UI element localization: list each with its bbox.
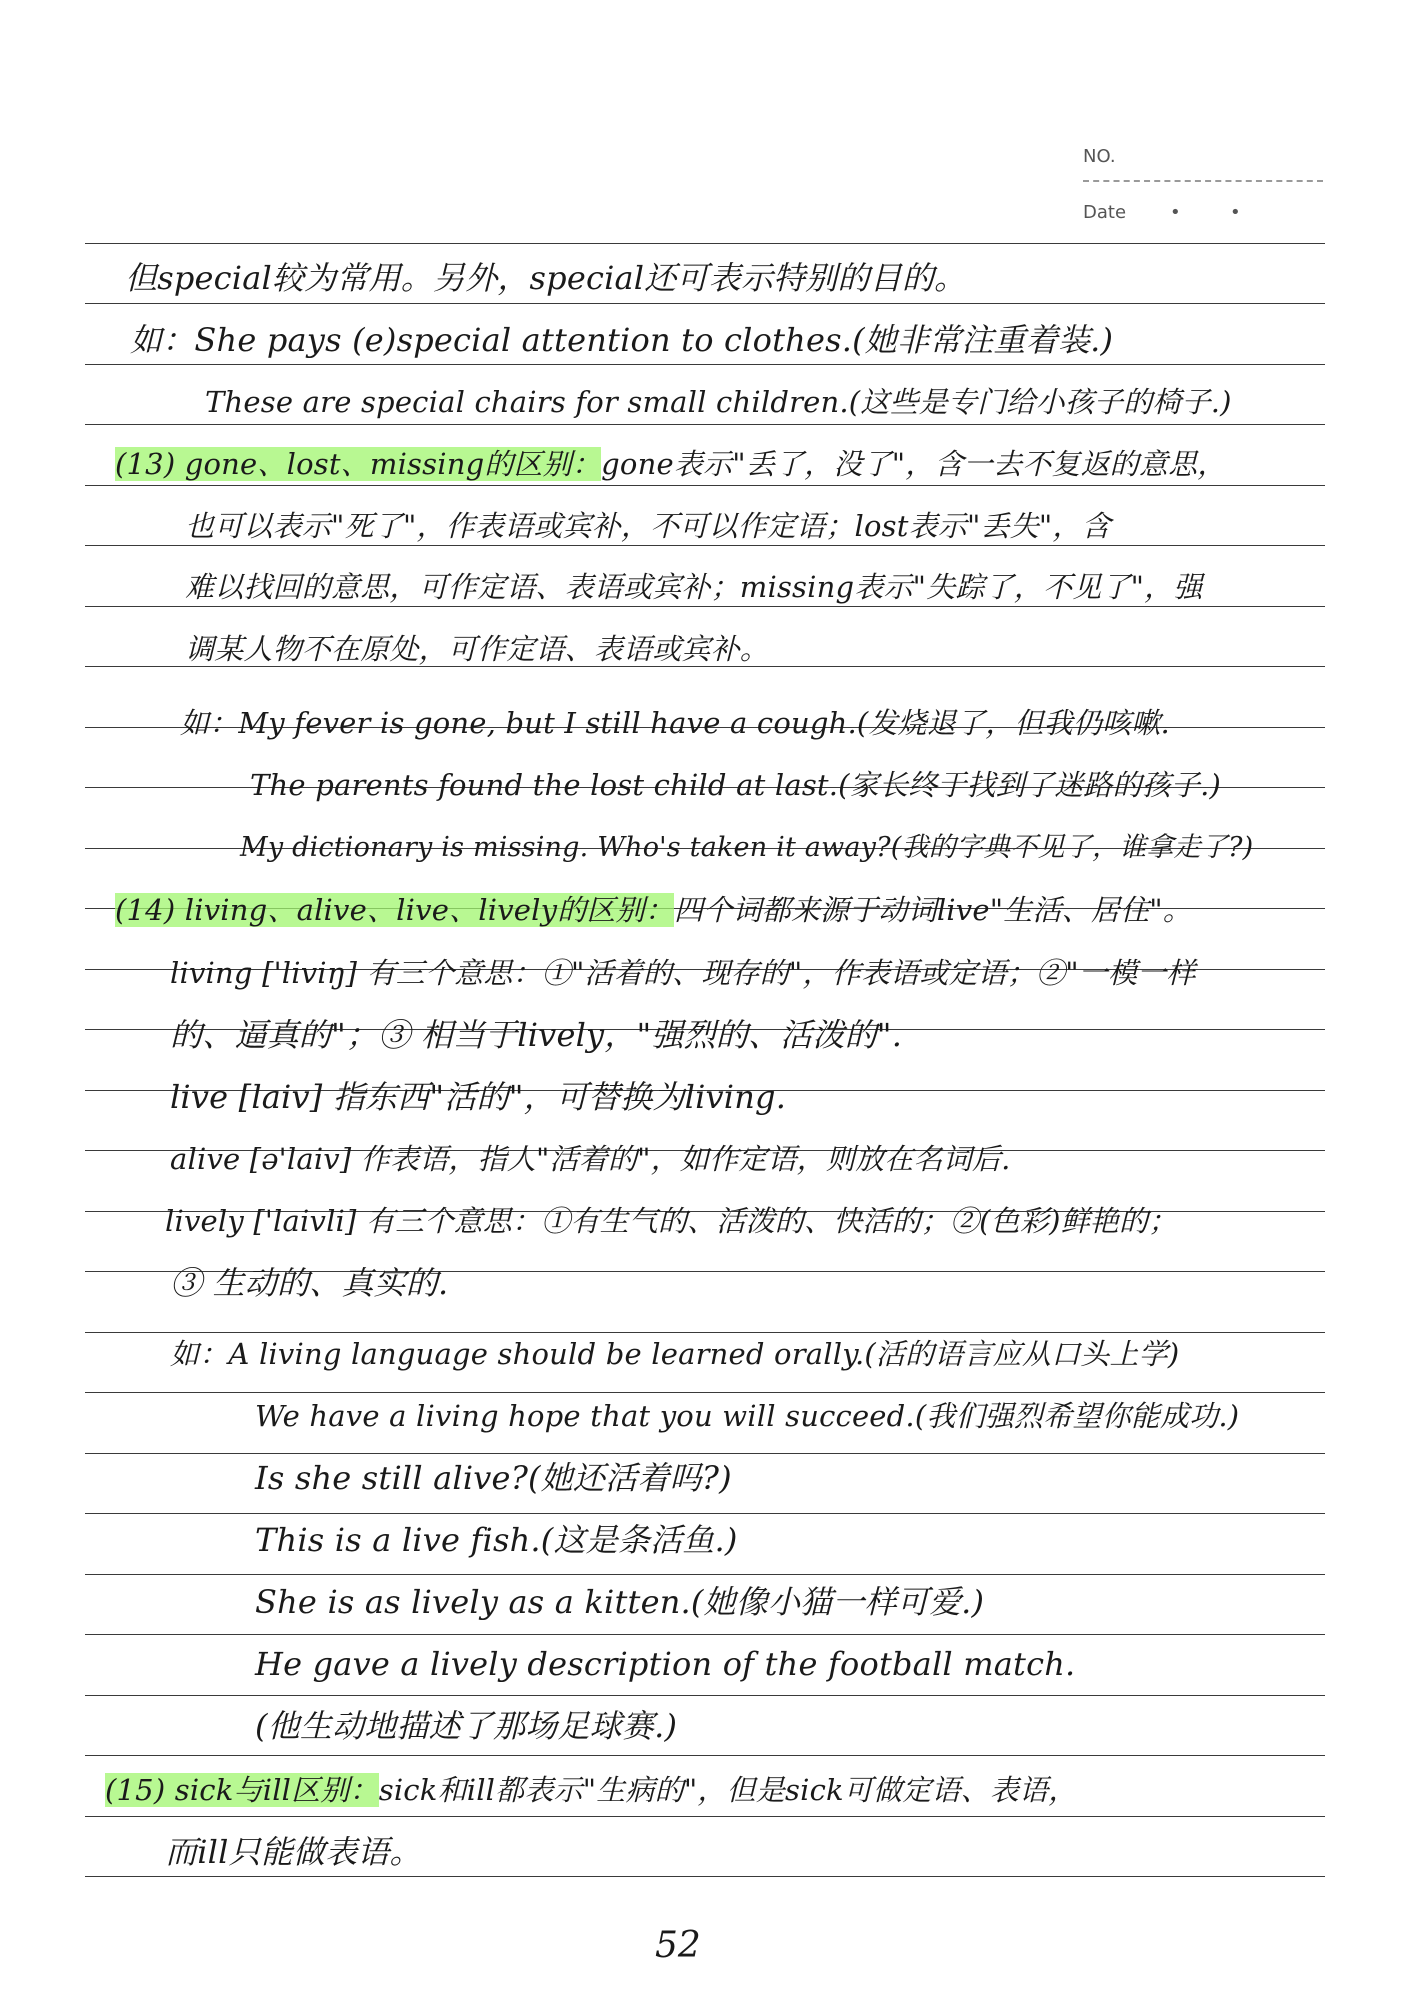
note-line: Is she still alive?(她还活着吗?) (255, 1459, 732, 1497)
ruled-line (85, 485, 1325, 486)
note-line: 也可以表示"死了"，作表语或宾补，不可以作定语；lost表示"丢失"，含 (185, 509, 1111, 543)
header-divider (1083, 180, 1323, 182)
note-line: The parents found the lost child at last.(家长终于找到了迷路的孩子.) (250, 768, 1222, 802)
ruled-line (85, 1816, 1325, 1817)
note-line: This is a live fish.(这是条活鱼.) (255, 1521, 738, 1559)
section-heading-15: (15) sick与ill区别： (105, 1773, 379, 1807)
section-heading-13: (13) gone、lost、missing的区别： (115, 447, 602, 481)
note-line: alive [ə'laiv] 作表语，指人"活着的"，如作定语，则放在名词后. (170, 1142, 1011, 1176)
ruled-line (85, 1453, 1325, 1454)
header-date-label: Date (1083, 202, 1127, 223)
note-line: 但special较为常用。另外，special还可表示特别的目的。 (125, 259, 967, 297)
note-line: 调某人物不在原处，可作定语、表语或宾补。 (185, 632, 770, 666)
note-line: 如：She pays (e)special attention to clothes.(她非常注重着装.) (130, 321, 1114, 359)
note-line: living ['liviŋ] 有三个意思：①"活着的、现存的"，作表语或定语；②"一模一样 (170, 956, 1196, 990)
page-number: 52 (655, 1925, 701, 1966)
ruled-line (85, 364, 1325, 365)
note-line: (15) sick与ill区别：sick和ill都表示"生病的"，但是sick可做定语、表语， (105, 1773, 1078, 1807)
note-line: lively ['laivli] 有三个意思：①有生气的、活泼的、快活的；②(色彩)鲜艳的； (165, 1204, 1178, 1238)
ruled-line (85, 1392, 1325, 1393)
header-no-label: NO. (1083, 146, 1116, 167)
ruled-line (85, 424, 1325, 425)
note-line: (他生动地描述了那场足球赛.) (255, 1707, 678, 1745)
note-line: We have a living hope that you will succeed.(我们强烈希望你能成功.) (255, 1399, 1240, 1433)
note-line: (14) living、alive、live、lively的区别：四个词都来源于动词live"生活、居住"。 (115, 893, 1193, 927)
note-line: ③ 生动的、真实的. (170, 1264, 449, 1302)
ruled-line (85, 1513, 1325, 1514)
note-line: 如：My fever is gone, but I still have a cough.(发烧退了，但我仍咳嗽. (180, 706, 1170, 740)
note-line: These are special chairs for small children.(这些是专门给小孩子的椅子.) (205, 385, 1232, 419)
ruled-line (85, 1695, 1325, 1696)
note-line: He gave a lively description of the football match. (255, 1645, 1076, 1683)
note-line: (13) gone、lost、missing的区别：gone表示"丢了，没了"，含一去不复返的意思， (115, 447, 1227, 481)
note-line: 难以找回的意思，可作定语、表语或宾补；missing表示"失踪了，不见了"，强 (185, 570, 1203, 604)
ruled-line (85, 1755, 1325, 1756)
section-heading-14: (14) living、alive、live、lively的区别： (115, 893, 675, 927)
ruled-line (85, 243, 1325, 244)
date-dot: • (1230, 202, 1241, 223)
ruled-line (85, 1876, 1325, 1877)
ruled-line (85, 1574, 1325, 1575)
ruled-line (85, 1634, 1325, 1635)
ruled-line (85, 303, 1325, 304)
note-line: She is as lively as a kitten.(她像小猫一样可爱.) (255, 1583, 985, 1621)
note-line: 如：A living language should be learned orally.(活的语言应从口头上学) (170, 1337, 1180, 1371)
date-dot: • (1170, 202, 1181, 223)
ruled-line (85, 1332, 1325, 1333)
note-line: 的、逼真的"；③ 相当于lively，"强烈的、活泼的". (170, 1016, 903, 1054)
note-line: My dictionary is missing. Who's taken it away?(我的字典不见了，谁拿走了?) (240, 832, 1254, 863)
note-line: live [laiv] 指东西"活的"，可替换为living. (170, 1078, 787, 1116)
note-line: 而ill只能做表语。 (165, 1833, 422, 1871)
